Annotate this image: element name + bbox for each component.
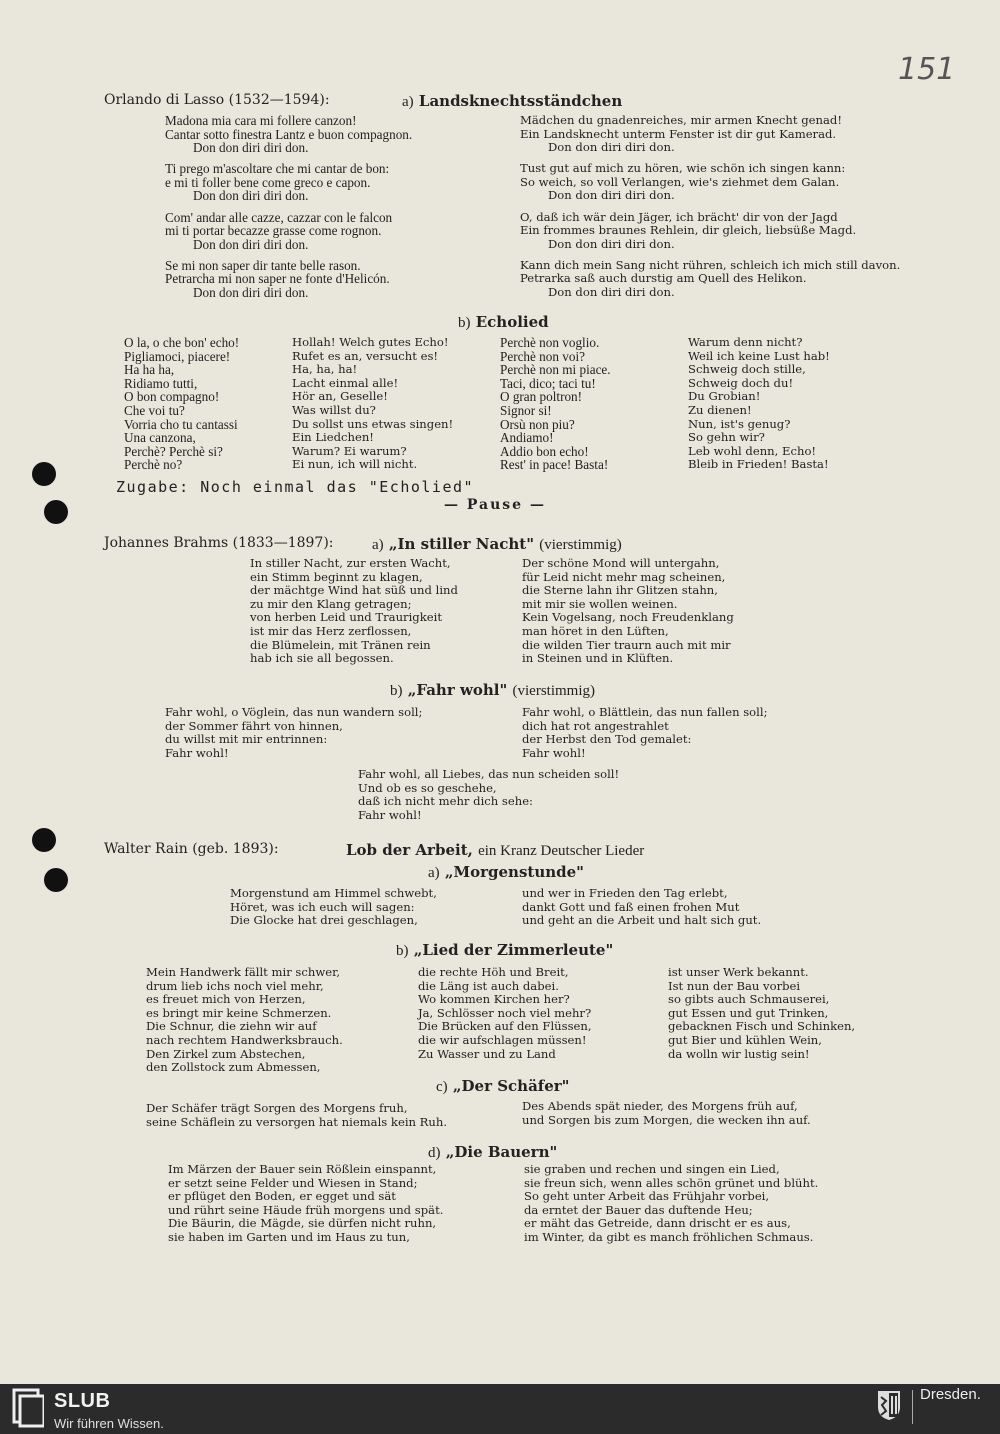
text-line: Fahr wohl, o Blättlein, das nun fallen soll; — [522, 705, 768, 719]
text-line: hab ich sie all begossen. — [250, 651, 394, 666]
title-text: „In stiller Nacht" — [388, 535, 535, 553]
text-line: Una canzona, — [124, 430, 196, 446]
text-line: Und ob es so geschehe, — [358, 780, 497, 795]
zimmerleute-col-1 — [146, 966, 343, 1075]
text-line: Ha, ha, ha! — [292, 362, 358, 377]
text-line: O, daß ich wär dein Jäger, ich brächt' dir von der Jagd — [520, 209, 838, 224]
text-line: Des Abends spät nieder, des Morgens früh auf, — [522, 1099, 798, 1113]
morgenstunde-right — [522, 887, 761, 928]
stanza — [165, 162, 412, 203]
title-fahr-wohl — [390, 681, 595, 700]
text-line: Fahr wohl! — [522, 745, 586, 760]
stanza — [165, 211, 412, 252]
text-line: Don don diri diri don. — [193, 140, 309, 156]
bauern-left — [168, 1163, 443, 1245]
text-line: mi ti portar becazze grasse come rognon. — [165, 223, 382, 239]
text-line: So gehn wir? — [688, 430, 765, 445]
text-line: Ein Liedchen! — [292, 430, 374, 445]
text-line: und Sorgen bis zum Morgen, die wecken ihn auf. — [522, 1112, 811, 1127]
text-line: Schweig doch du! — [688, 375, 794, 390]
footer-divider — [912, 1390, 913, 1424]
text-line: Höret, was ich euch will sagen: — [230, 899, 415, 914]
text-line: Andiamo! — [500, 430, 554, 446]
text-line: Der Schäfer trägt Sorgen des Morgens fruh, — [146, 1101, 408, 1115]
text-line: gut Bier und kühlen Wein, — [668, 1032, 822, 1047]
text-line: so gibts auch Schmauserei, — [668, 992, 830, 1007]
text-line: den Zollstock zum Abmessen, — [146, 1060, 321, 1075]
title-label: a) — [372, 537, 384, 553]
text-line: Ein Landsknecht unterm Fenster ist dir gut Kamerad. — [520, 126, 837, 141]
text-line: Don don diri diri don. — [548, 188, 675, 203]
stanza — [520, 114, 900, 155]
text-line: dich hat rot angestrahlet — [522, 718, 669, 733]
text-line: nach rechtem Handwerksbrauch. — [146, 1032, 343, 1047]
text-line: drum lieb ichs noch viel mehr, — [146, 978, 324, 993]
text-line: Du sollst uns etwas singen! — [292, 416, 454, 431]
text-line: Warum? Ei warum? — [292, 443, 407, 458]
text-line: Im Märzen der Bauer sein Rößlein einspannt, — [168, 1162, 437, 1176]
title-text: Echolied — [475, 313, 549, 331]
text-line: Morgenstund am Himmel schwebt, — [230, 886, 437, 900]
text-line: gebacknen Fisch und Schinken, — [668, 1019, 856, 1034]
echo-col-4 — [688, 336, 830, 472]
text-line: Mein Handwerk fällt mir schwer, — [146, 965, 341, 979]
text-line: Die Schnur, die ziehn wir auf — [146, 1019, 317, 1034]
lasso-italian-text — [165, 114, 412, 307]
text-line: es freuet mich von Herzen, — [146, 992, 306, 1007]
text-line: Don don diri diri don. — [193, 188, 309, 204]
text-line: Com' andar alle cazze, cazzar con le falcon — [165, 209, 393, 225]
zugabe-note: Zugabe: Noch einmal das "Echolied" — [116, 478, 475, 496]
title-zimmerleute — [396, 941, 613, 960]
text-line: er pflüget den Boden, er egget und sät — [168, 1189, 396, 1204]
text-line: man höret in den Lüften, — [522, 623, 669, 638]
text-line: Don don diri diri don. — [193, 285, 309, 301]
text-line: Kein Vogelsang, noch Freudenklang — [522, 610, 734, 625]
text-line: die rechte Höh und Breit, — [418, 965, 569, 979]
text-line: Zu dienen! — [688, 402, 752, 417]
text-line: Du Grobian! — [688, 389, 761, 404]
text-line: Tust gut auf mich zu hören, wie schön ich singen kann: — [520, 161, 846, 176]
text-line: Perchè no? — [124, 457, 183, 473]
text-line: Cantar sotto finestra Lantz e buon compagnon. — [165, 126, 413, 142]
work-title: Lob der Arbeit, — [346, 841, 473, 859]
text-line: Ti prego m'ascoltare che mi cantar de bon: — [165, 161, 390, 177]
text-line: Vorria cho tu cantassi — [124, 416, 238, 432]
title-landsknecht — [402, 92, 622, 111]
fahr-wohl-center — [358, 768, 619, 822]
text-line: die Blümelein, mit Tränen rein — [250, 637, 431, 652]
fahr-wohl-right — [522, 706, 768, 760]
text-line: und wer in Frieden den Tag erlebt, — [522, 886, 728, 900]
text-line: Den Zirkel zum Abstechen, — [146, 1046, 306, 1061]
text-line: Fahr wohl! — [165, 745, 229, 760]
text-line: sie freun sich, wenn alles schön grünet und blüht. — [524, 1175, 819, 1190]
title-note: (vierstimmig) — [539, 537, 622, 553]
text-line: Die Glocke hat drei geschlagen, — [230, 913, 418, 928]
dresden-label: Dresden. — [920, 1386, 981, 1403]
title-text: „Fahr wohl" — [407, 681, 508, 699]
text-line: Warum denn nicht? — [688, 335, 803, 349]
text-line: Wo kommen Kirchen her? — [418, 992, 570, 1007]
slub-brand: SLUB — [54, 1390, 111, 1412]
bauern-right — [524, 1163, 818, 1245]
slub-tagline: Wir führen Wissen. — [54, 1416, 164, 1431]
text-line: Lacht einmal alle! — [292, 375, 399, 390]
text-line: Don don diri diri don. — [548, 140, 675, 155]
text-line: Hollah! Welch gutes Echo! — [292, 335, 449, 349]
text-line: Don don diri diri don. — [548, 236, 675, 251]
title-label: b) — [458, 315, 471, 331]
text-line: der mächtge Wind hat süß und lind — [250, 583, 458, 598]
text-line: und rührt seine Häude früh morgens und spät. — [168, 1202, 444, 1217]
text-line: die Sterne lahn ihr Glitzen stahn, — [522, 583, 718, 598]
text-line: Se mi non saper dir tante belle rason. — [165, 257, 361, 273]
text-line: Ridiamo tutti, — [124, 375, 198, 391]
punch-hole — [44, 868, 68, 892]
text-line: Schweig doch stille, — [688, 362, 806, 377]
text-line: er setzt seine Felder und Wiesen in Stand; — [168, 1175, 418, 1190]
text-line: die wilden Tier traurn auch mit mir — [522, 637, 731, 652]
text-line: Der schöne Mond will untergahn, — [522, 556, 720, 570]
pause-label: — Pause — — [444, 497, 546, 513]
punch-hole — [32, 462, 56, 486]
text-line: du willst mit mir entrinnen: — [165, 732, 328, 747]
title-bauern — [428, 1143, 557, 1162]
title-text: Landsknechtsständchen — [418, 92, 623, 110]
text-line: er mäht das Getreide, dann drischt er es aus, — [524, 1216, 791, 1231]
text-line: Die Bäurin, die Mägde, sie dürfen nicht ruhn, — [168, 1216, 437, 1231]
title-schaefer — [436, 1077, 570, 1096]
text-line: Kann dich mein Sang nicht rühren, schleich ich mich still davon. — [520, 257, 901, 272]
text-line: Hör an, Geselle! — [292, 389, 388, 404]
title-note: (vierstimmig) — [512, 683, 596, 699]
title-text: „Lied der Zimmerleute" — [413, 941, 614, 959]
text-line: Don don diri diri don. — [548, 285, 675, 300]
text-line: So geht unter Arbeit das Frühjahr vorbei, — [524, 1189, 770, 1204]
text-line: O la, o che bon' echo! — [124, 335, 240, 350]
text-line: gut Essen und gut Trinken, — [668, 1005, 829, 1020]
text-line: sie haben im Garten und im Haus zu tun, — [168, 1229, 410, 1244]
page-number: 151 — [898, 52, 956, 87]
text-line: Nun, ist's genug? — [688, 416, 791, 431]
title-label: b) — [396, 943, 409, 959]
text-line: in Steinen und in Klüften. — [522, 651, 674, 666]
text-line: Ja, Schlösser noch viel mehr? — [418, 1005, 592, 1020]
title-echolied — [458, 313, 549, 332]
text-line: Ha ha ha, — [124, 362, 175, 378]
text-line: Perchè non voi? — [500, 348, 585, 364]
text-line: der Sommer fährt von hinnen, — [165, 718, 343, 733]
text-line: O bon compagno! — [124, 389, 220, 405]
title-text: „Der Schäfer" — [452, 1077, 570, 1095]
slub-logo-icon — [12, 1388, 44, 1428]
text-line: Taci, dico; taci tu! — [500, 375, 596, 391]
stanza — [165, 114, 412, 155]
text-line: von herben Leid und Traurigkeit — [250, 610, 442, 625]
text-line: Rest' in pace! Basta! — [500, 457, 609, 473]
lasso-german-text — [520, 114, 900, 307]
echo-col-1 — [124, 336, 239, 472]
title-label: d) — [428, 1145, 441, 1161]
stanza — [520, 162, 900, 203]
stiller-nacht-left — [250, 557, 458, 666]
title-lob-der-arbeit — [346, 841, 644, 860]
zimmerleute-col-3 — [668, 966, 855, 1061]
text-line: Die Brücken auf den Flüssen, — [418, 1019, 592, 1034]
text-line: Orsù non piu? — [500, 416, 575, 432]
text-line: ist mir das Herz zerflossen, — [250, 623, 412, 638]
zimmerleute-col-2 — [418, 966, 592, 1061]
composer-brahms: Johannes Brahms (1833—1897): — [104, 535, 334, 551]
title-text: „Die Bauern" — [445, 1143, 558, 1161]
composer-rain: Walter Rain (geb. 1893): — [104, 841, 279, 857]
dresden-crest-icon — [876, 1389, 902, 1421]
text-line: zu mir den Klang getragen; — [250, 596, 412, 611]
text-line: Ein frommes braunes Rehlein, dir gleich, liebsüße Magd. — [520, 223, 857, 238]
composer-lasso: Orlando di Lasso (1532—1594): — [104, 92, 330, 108]
text-line: Madona mia cara mi follere canzon! — [165, 113, 357, 128]
title-label: c) — [436, 1079, 448, 1095]
text-line: Bleib in Frieden! Basta! — [688, 457, 829, 472]
text-line: Fahr wohl, o Vöglein, das nun wandern soll; — [165, 705, 423, 719]
text-line: Perchè non voglio. — [500, 335, 600, 350]
text-line: ist unser Werk bekannt. — [668, 965, 809, 979]
punch-hole — [44, 500, 68, 524]
title-text: „Morgenstunde" — [444, 863, 584, 881]
morgenstunde-left — [230, 887, 437, 928]
text-line: im Winter, da gibt es manch fröhlichen Schmaus. — [524, 1229, 814, 1244]
text-line: Zu Wasser und zu Land — [418, 1046, 556, 1061]
text-line: Weil ich keine Lust hab! — [688, 348, 830, 363]
text-line: da erntet der Bauer das duftende Heu; — [524, 1202, 753, 1217]
text-line: Perchè? Perchè si? — [124, 443, 223, 459]
text-line: e mi ti foller bene come greco e capon. — [165, 174, 371, 190]
stanza — [165, 259, 412, 300]
title-label: b) — [390, 683, 403, 699]
text-line: die Läng ist auch dabei. — [418, 978, 559, 993]
text-line: Fahr wohl, all Liebes, das nun scheiden soll! — [358, 767, 620, 781]
text-line: und geht an die Arbeit und halt sich gut. — [522, 913, 762, 928]
title-morgenstunde — [428, 863, 584, 882]
text-line: die wir aufschlagen müssen! — [418, 1032, 587, 1047]
text-line: Perchè non mi piace. — [500, 362, 611, 378]
text-line: Mädchen du gnadenreiches, mir armen Knecht genad! — [520, 113, 842, 127]
text-line: es bringt mir keine Schmerzen. — [146, 1005, 332, 1020]
text-line: Leb wohl denn, Echo! — [688, 443, 817, 458]
text-line: Petrarka saß auch durstig am Quell des Helikon. — [520, 271, 807, 286]
text-line: Ist nun der Bau vorbei — [668, 978, 801, 993]
text-line: In stiller Nacht, zur ersten Wacht, — [250, 556, 451, 570]
stanza — [520, 211, 900, 252]
text-line: Petrarcha mi non saper ne fonte d'Helicón. — [165, 271, 390, 287]
text-line: Don don diri diri don. — [193, 236, 309, 252]
text-line: Rufet es an, versucht es! — [292, 348, 439, 363]
echo-col-3 — [500, 336, 611, 472]
text-line: ein Stimm beginnt zu klagen, — [250, 569, 423, 584]
schaefer-left — [146, 1102, 447, 1129]
text-line: daß ich nicht mehr dich sehe: — [358, 794, 533, 809]
text-line: O gran poltron! — [500, 389, 583, 405]
text-line: Addio bon echo! — [500, 443, 589, 459]
text-line: da wolln wir lustig sein! — [668, 1046, 810, 1061]
text-line: mit mir sie wollen weinen. — [522, 596, 678, 611]
text-line: Ei nun, ich will nicht. — [292, 457, 418, 472]
text-line: Che voi tu? — [124, 402, 185, 418]
text-line: Signor si! — [500, 402, 552, 418]
text-line: für Leid nicht mehr mag scheinen, — [522, 569, 726, 584]
text-line: der Herbst den Tod gemalet: — [522, 732, 692, 747]
fahr-wohl-left — [165, 706, 422, 760]
text-line: dankt Gott und faß einen frohen Mut — [522, 899, 740, 914]
text-line: Pigliamoci, piacere! — [124, 348, 231, 364]
title-stiller-nacht — [372, 535, 622, 554]
text-line: Was willst du? — [292, 402, 376, 417]
work-subtitle: ein Kranz Deutscher Lieder — [478, 843, 645, 859]
title-label: a) — [402, 94, 414, 110]
text-line: seine Schäflein zu versorgen hat niemals kein Ruh. — [146, 1114, 448, 1129]
punch-hole — [32, 828, 56, 852]
text-line: So weich, so voll Verlangen, wie's ziehmet dem Galan. — [520, 174, 840, 189]
stiller-nacht-right — [522, 557, 734, 666]
title-label: a) — [428, 865, 440, 881]
text-line: Fahr wohl! — [358, 807, 422, 822]
stanza — [520, 259, 900, 300]
echo-col-2 — [292, 336, 453, 472]
text-line: sie graben und rechen und singen ein Lied, — [524, 1162, 780, 1176]
schaefer-right — [522, 1100, 811, 1127]
